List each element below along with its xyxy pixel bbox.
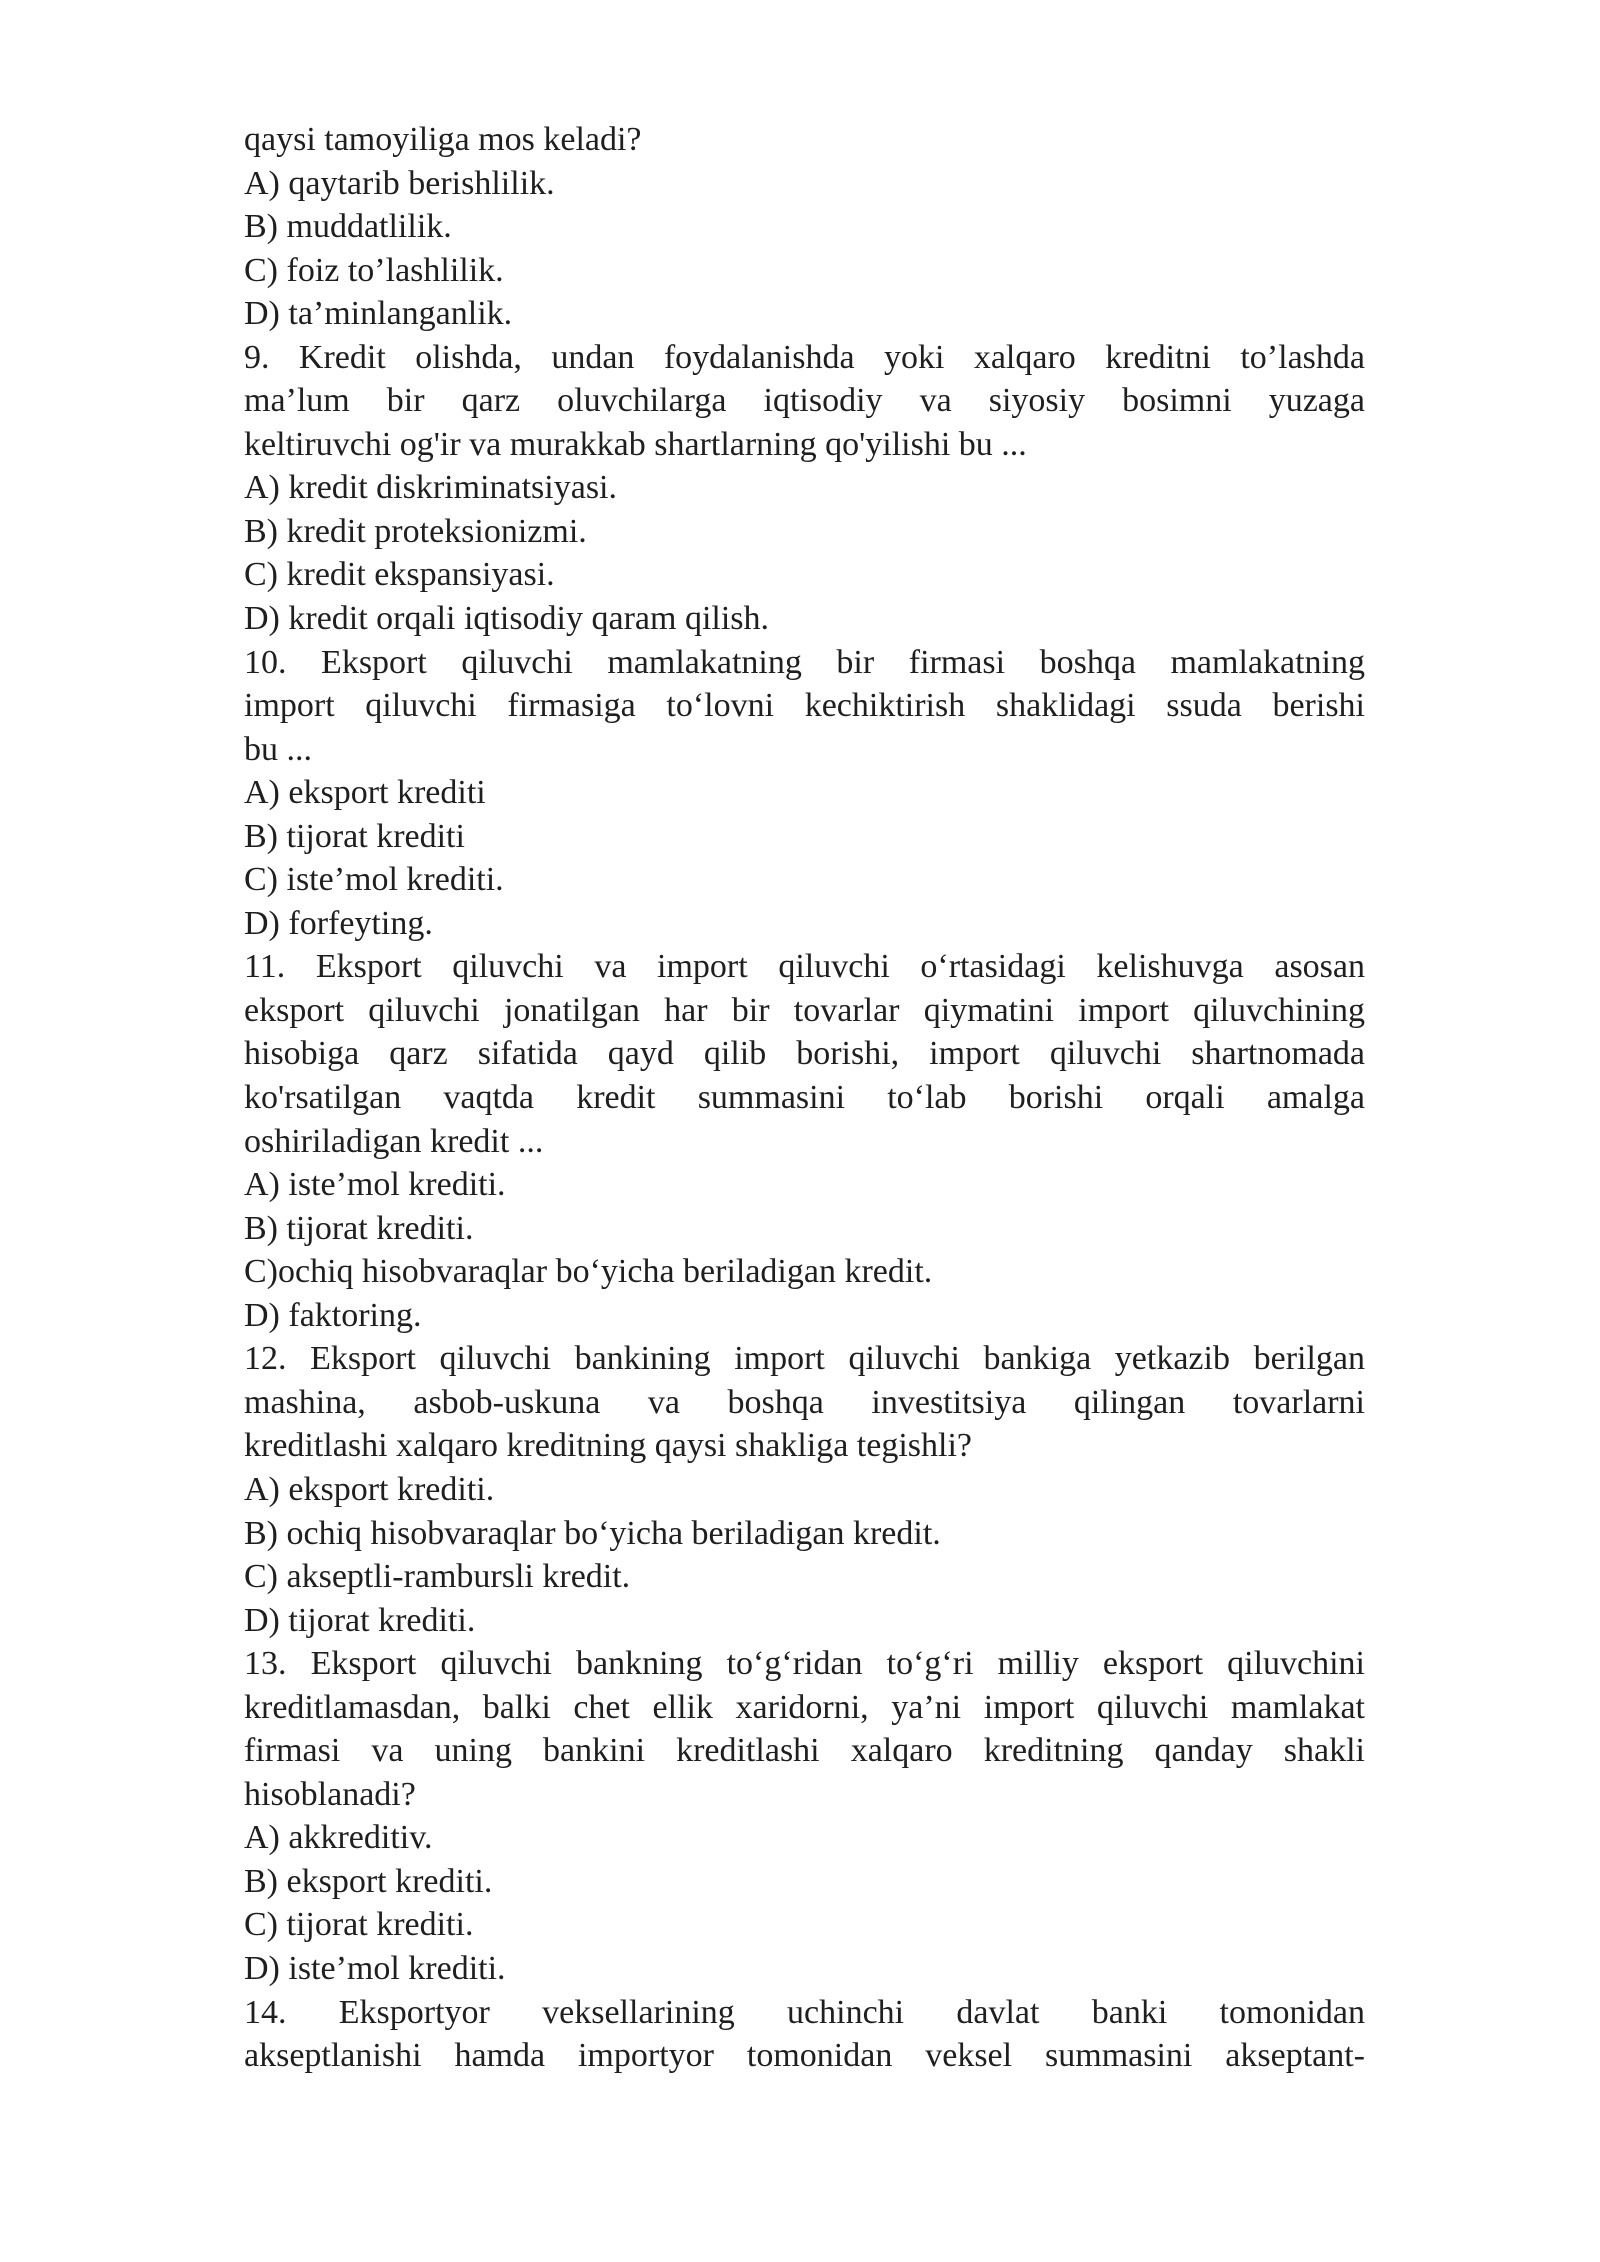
question-9-stem-line: keltiruvchi og'ir va murakkab shartlarning qo'yilishi bu ...: [244, 425, 1027, 463]
question-11-stem-line: oshiriladigan kredit ...: [244, 1122, 544, 1160]
question-14-stem-line: akseptlanishi hamda importyor tomonidan veksel summasini akseptant-: [244, 2037, 1365, 2075]
question-8: [244, 118, 1365, 336]
question-8-option-a: A) qaytarib berishlilik.: [244, 164, 555, 202]
question-11-option-d: D) faktoring.: [244, 1296, 422, 1334]
question-10-stem-line: 10. Eksport qiluvchi mamlakatning bir firmasi boshqa mamlakatning: [244, 643, 1365, 681]
question-12-stem-line: mashina, asbob-uskuna va boshqa investitsiya qilingan tovarlarni: [244, 1383, 1365, 1421]
question-12-option-c: C) akseptli-rambursli kredit.: [244, 1558, 631, 1596]
question-13-option-c: C) tijorat krediti.: [244, 1906, 474, 1944]
question-8-option-d: D) ta’minlanganlik.: [244, 295, 513, 333]
question-12-stem-line: kreditlashi xalqaro kreditning qaysi shakliga tegishli?: [244, 1427, 972, 1465]
question-12-stem: [244, 1337, 1365, 1468]
question-9-option-b: B) kredit proteksionizmi.: [244, 512, 587, 550]
question-13-stem-line: kreditlamasdan, balki chet ellik xaridorni, ya’ni import qiluvchi mamlakat: [244, 1688, 1365, 1726]
question-10-option-a: A) eksport krediti: [244, 774, 486, 812]
question-9-option-c: C) kredit ekspansiyasi.: [244, 556, 555, 594]
question-12: [244, 1337, 1365, 1642]
question-11-option-c: C)ochiq hisobvaraqlar bo‘yicha beriladigan kredit.: [244, 1253, 933, 1291]
question-10-stem: [244, 641, 1365, 772]
question-9-option-a: A) kredit diskriminatsiyasi.: [244, 469, 618, 507]
question-12-stem-line: 12. Eksport qiluvchi bankining import qiluvchi bankiga yetkazib berilgan: [244, 1340, 1365, 1378]
question-11-option-a: A) iste’mol krediti.: [244, 1166, 506, 1204]
question-11-stem-line: eksport qiluvchi jonatilgan har bir tovarlar qiymatini import qiluvchining: [244, 991, 1365, 1029]
question-14: [244, 1991, 1365, 2078]
question-13-option-b: B) eksport krediti.: [244, 1862, 493, 1900]
question-8-stem: qaysi tamoyiliga mos keladi?: [244, 121, 642, 158]
question-13-option-a: A) akkreditiv.: [244, 1819, 433, 1857]
question-13: [244, 1642, 1365, 1990]
question-11-stem-line: ko'rsatilgan vaqtda kredit summasini to‘lab borishi orqali amalga: [244, 1079, 1365, 1117]
question-11: [244, 945, 1365, 1337]
question-10-stem-line: bu ...: [244, 730, 312, 768]
question-11-stem-line: hisobiga qarz sifatida qayd qilib borishi, import qiluvchi shartnomada: [244, 1035, 1365, 1073]
question-9-stem: [244, 336, 1365, 467]
question-14-stem-line: 14. Eksportyor veksellarining uchinchi davlat banki tomonidan: [244, 1993, 1365, 2031]
question-9: [244, 336, 1365, 641]
question-9-stem-line: ma’lum bir qarz oluvchilarga iqtisodiy va siyosiy bosimni yuzaga: [244, 382, 1365, 420]
question-11-stem-line: 11. Eksport qiluvchi va import qiluvchi o‘rtasidagi kelishuvga asosan: [244, 948, 1365, 986]
question-13-stem-line: firmasi va uning bankini kreditlashi xalqaro kreditning qanday shakli: [244, 1732, 1365, 1770]
question-11-stem: [244, 945, 1365, 1163]
question-13-stem: [244, 1642, 1365, 1816]
question-9-option-d: D) kredit orqali iqtisodiy qaram qilish.: [244, 600, 770, 638]
page-content: [244, 118, 1365, 2078]
question-10-option-d: D) forfeyting.: [244, 904, 433, 942]
question-13-option-d: D) iste’mol krediti.: [244, 1949, 506, 1987]
question-13-stem-line: 13. Eksport qiluvchi bankning to‘g‘ridan to‘g‘ri milliy eksport qiluvchini: [244, 1645, 1365, 1683]
question-9-stem-line: 9. Kredit olishda, undan foydalanishda yoki xalqaro kreditni to’lashda: [244, 338, 1365, 376]
question-12-option-a: A) eksport krediti.: [244, 1470, 495, 1508]
question-10-stem-line: import qiluvchi firmasiga to‘lovni kechiktirish shaklidagi ssuda berishi: [244, 687, 1365, 725]
question-10-option-b: B) tijorat krediti: [244, 817, 465, 855]
question-12-option-d: D) tijorat krediti.: [244, 1601, 476, 1639]
question-10-option-c: C) iste’mol krediti.: [244, 861, 504, 899]
question-11-option-b: B) tijorat krediti.: [244, 1209, 474, 1247]
question-14-stem: [244, 1991, 1365, 2078]
question-8-option-b: B) muddatlilik.: [244, 208, 452, 246]
question-10: [244, 641, 1365, 946]
question-12-option-b: B) ochiq hisobvaraqlar bo‘yicha beriladigan kredit.: [244, 1514, 941, 1552]
question-8-option-c: C) foiz to’lashlilik.: [244, 251, 504, 289]
question-13-stem-line: hisoblanadi?: [244, 1775, 416, 1813]
